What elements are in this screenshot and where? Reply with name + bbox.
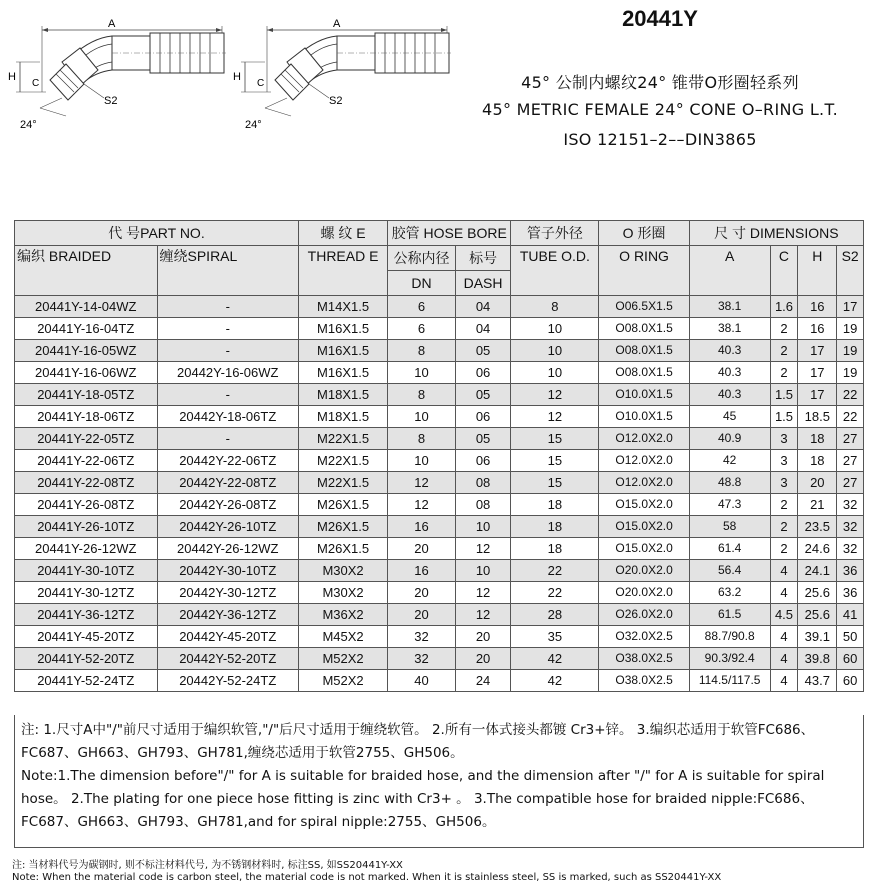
drawing2-label-s2: S2 <box>329 95 343 107</box>
drawing2-label-c: C <box>257 78 265 89</box>
table-row <box>15 318 864 340</box>
cell-thread: M52X2 <box>298 670 387 692</box>
cell-a: 40.9 <box>689 428 770 450</box>
cell-c: 3 <box>770 472 798 494</box>
cell-tube: 15 <box>511 428 599 450</box>
table-row <box>15 626 864 648</box>
cell-c: 2 <box>770 340 798 362</box>
cell-s2: 27 <box>837 428 864 450</box>
cell-thread: M52X2 <box>298 648 387 670</box>
cell-thread: M30X2 <box>298 560 387 582</box>
cell-thread: M16X1.5 <box>298 318 387 340</box>
cell-dn: 12 <box>388 472 456 494</box>
drawing1-label-a: A <box>108 18 116 30</box>
cell-tube: 28 <box>511 604 599 626</box>
cell-dash: 05 <box>455 340 510 362</box>
cell-h: 24.6 <box>798 538 837 560</box>
header-hose-bore: 胶管 HOSE BORE <box>388 221 511 246</box>
cell-braided: 20441Y-26-10TZ <box>15 516 158 538</box>
cell-tube: 10 <box>511 340 599 362</box>
cell-h: 18 <box>798 428 837 450</box>
cell-spiral: 20442Y-26-10TZ <box>157 516 298 538</box>
table-row <box>15 428 864 450</box>
subtitle-en: 45° METRIC FEMALE 24° CONE O–RING L.T. <box>481 100 839 119</box>
cell-oring: O32.0X2.5 <box>599 626 689 648</box>
header-c: C <box>770 246 798 296</box>
cell-dash: 08 <box>455 494 510 516</box>
table-row <box>15 560 864 582</box>
cell-oring: O20.0X2.0 <box>599 582 689 604</box>
cell-c: 1.5 <box>770 384 798 406</box>
cell-braided: 20441Y-36-12TZ <box>15 604 158 626</box>
header-dash: DASH <box>455 271 510 296</box>
cell-thread: M14X1.5 <box>298 296 387 318</box>
cell-dn: 8 <box>388 428 456 450</box>
cell-h: 39.8 <box>798 648 837 670</box>
cell-thread: M26X1.5 <box>298 494 387 516</box>
cell-oring: O08.0X1.5 <box>599 340 689 362</box>
cell-c: 3 <box>770 428 798 450</box>
table-row <box>15 538 864 560</box>
cell-thread: M36X2 <box>298 604 387 626</box>
drawing1-label-angle: 24° <box>20 119 37 131</box>
cell-dash: 12 <box>455 538 510 560</box>
spec-table <box>14 220 864 692</box>
table-row <box>15 384 864 406</box>
cell-spiral: 20442Y-22-08TZ <box>157 472 298 494</box>
cell-c: 4 <box>770 670 798 692</box>
cell-thread: M16X1.5 <box>298 340 387 362</box>
cell-a: 48.8 <box>689 472 770 494</box>
cell-tube: 18 <box>511 538 599 560</box>
cell-dash: 05 <box>455 428 510 450</box>
cell-h: 20 <box>798 472 837 494</box>
cell-c: 2 <box>770 516 798 538</box>
drawing2-label-angle: 24° <box>245 119 262 131</box>
cell-a: 90.3/92.4 <box>689 648 770 670</box>
cell-a: 47.3 <box>689 494 770 516</box>
cell-tube: 22 <box>511 560 599 582</box>
cell-c: 4 <box>770 626 798 648</box>
cell-dash: 12 <box>455 604 510 626</box>
cell-s2: 19 <box>837 340 864 362</box>
table-row <box>15 362 864 384</box>
footer-note-cn: 注: 当材料代号为碳钢时, 则不标注材料代号, 为不锈钢材料时, 标注SS, 如SS20441Y-XX <box>12 860 403 871</box>
cell-c: 2 <box>770 362 798 384</box>
cell-dn: 10 <box>388 406 456 428</box>
cell-dash: 06 <box>455 406 510 428</box>
cell-tube: 15 <box>511 472 599 494</box>
cell-tube: 35 <box>511 626 599 648</box>
cell-c: 4 <box>770 648 798 670</box>
cell-a: 42 <box>689 450 770 472</box>
cell-s2: 22 <box>837 406 864 428</box>
cell-a: 61.4 <box>689 538 770 560</box>
cell-a: 88.7/90.8 <box>689 626 770 648</box>
cell-oring: O08.0X1.5 <box>599 362 689 384</box>
cell-dn: 10 <box>388 450 456 472</box>
cell-braided: 20441Y-26-08TZ <box>15 494 158 516</box>
cell-oring: O08.0X1.5 <box>599 318 689 340</box>
notes-box <box>14 715 864 848</box>
cell-c: 4.5 <box>770 604 798 626</box>
header-a: A <box>689 246 770 296</box>
cell-dn: 6 <box>388 296 456 318</box>
cell-dn: 20 <box>388 604 456 626</box>
cell-a: 45 <box>689 406 770 428</box>
cell-dash: 20 <box>455 626 510 648</box>
table-row <box>15 604 864 626</box>
cell-dn: 16 <box>388 516 456 538</box>
cell-dn: 20 <box>388 582 456 604</box>
cell-oring: O38.0X2.5 <box>599 670 689 692</box>
cell-c: 4 <box>770 560 798 582</box>
cell-thread: M45X2 <box>298 626 387 648</box>
cell-oring: O15.0X2.0 <box>599 494 689 516</box>
subtitle-cn: 45° 公制内螺纹24° 锥带O形圈轻系列 <box>521 73 799 92</box>
cell-oring: O10.0X1.5 <box>599 406 689 428</box>
cell-tube: 22 <box>511 582 599 604</box>
cell-braided: 20441Y-22-06TZ <box>15 450 158 472</box>
note-cn: 注: 1.尺寸A中"/"前尺寸适用于编织软管,"/"后尺寸适用于缠绕软管。 2.所有一体式接头都镀 Cr3+锌。 3.编织芯适用于软管FC686、FC687、GH663、GH793、GH781,缠绕芯适用于软管2755、GH506。 <box>21 722 815 761</box>
cell-tube: 18 <box>511 494 599 516</box>
header-dimensions: 尺 寸 DIMENSIONS <box>689 221 863 246</box>
cell-dn: 32 <box>388 626 456 648</box>
cell-s2: 32 <box>837 538 864 560</box>
cell-dash: 04 <box>455 296 510 318</box>
cell-tube: 42 <box>511 648 599 670</box>
note-en: Note:1.The dimension before"/" for A is suitable for braided hose, and the dimension after "/" for A is suitable for spiral hose。 2.The plating for one piece hose fitting is zinc with Cr3+ 。 3.The compatible hose for braided nipple:FC686、FC687、GH663、GH793、GH781,and for spiral nipple:2755、GH506。 <box>21 768 825 830</box>
cell-dash: 04 <box>455 318 510 340</box>
cell-dash: 24 <box>455 670 510 692</box>
cell-dash: 08 <box>455 472 510 494</box>
cell-s2: 27 <box>837 472 864 494</box>
cell-a: 56.4 <box>689 560 770 582</box>
cell-dn: 32 <box>388 648 456 670</box>
header-dn-cn: 公称内径 <box>388 246 456 271</box>
cell-h: 16 <box>798 296 837 318</box>
cell-thread: M26X1.5 <box>298 538 387 560</box>
cell-dash: 20 <box>455 648 510 670</box>
cell-spiral: - <box>157 340 298 362</box>
cell-spiral: - <box>157 428 298 450</box>
table-row <box>15 582 864 604</box>
cell-oring: O38.0X2.5 <box>599 648 689 670</box>
cell-c: 2 <box>770 318 798 340</box>
cell-thread: M18X1.5 <box>298 384 387 406</box>
cell-s2: 36 <box>837 582 864 604</box>
cell-c: 2 <box>770 494 798 516</box>
cell-s2: 60 <box>837 648 864 670</box>
cell-dn: 6 <box>388 318 456 340</box>
cell-h: 17 <box>798 340 837 362</box>
cell-braided: 20441Y-52-24TZ <box>15 670 158 692</box>
model-title: 20441Y <box>622 6 698 31</box>
header-dn: DN <box>388 271 456 296</box>
cell-s2: 32 <box>837 516 864 538</box>
cell-a: 58 <box>689 516 770 538</box>
cell-thread: M22X1.5 <box>298 428 387 450</box>
header-s2: S2 <box>837 246 864 296</box>
cell-thread: M18X1.5 <box>298 406 387 428</box>
table-row <box>15 648 864 670</box>
cell-h: 21 <box>798 494 837 516</box>
cell-spiral: 20442Y-30-12TZ <box>157 582 298 604</box>
cell-thread: M16X1.5 <box>298 362 387 384</box>
cell-dash: 06 <box>455 450 510 472</box>
cell-spiral: 20442Y-26-08TZ <box>157 494 298 516</box>
cell-thread: M22X1.5 <box>298 472 387 494</box>
fitting-drawings <box>0 0 460 140</box>
cell-braided: 20441Y-16-05WZ <box>15 340 158 362</box>
cell-s2: 36 <box>837 560 864 582</box>
cell-h: 16 <box>798 318 837 340</box>
cell-spiral: 20442Y-52-24TZ <box>157 670 298 692</box>
cell-s2: 50 <box>837 626 864 648</box>
header-tube-cn: 管子外径 <box>511 221 599 246</box>
cell-tube: 10 <box>511 318 599 340</box>
cell-a: 38.1 <box>689 318 770 340</box>
cell-oring: O26.0X2.0 <box>599 604 689 626</box>
cell-tube: 12 <box>511 406 599 428</box>
cell-spiral: 20442Y-26-12WZ <box>157 538 298 560</box>
cell-braided: 20441Y-30-10TZ <box>15 560 158 582</box>
cell-dash: 05 <box>455 384 510 406</box>
table-row <box>15 406 864 428</box>
cell-a: 40.3 <box>689 362 770 384</box>
cell-braided: 20441Y-45-20TZ <box>15 626 158 648</box>
cell-oring: O12.0X2.0 <box>599 472 689 494</box>
cell-oring: O12.0X2.0 <box>599 450 689 472</box>
cell-dash: 12 <box>455 582 510 604</box>
cell-spiral: 20442Y-45-20TZ <box>157 626 298 648</box>
cell-spiral: 20442Y-36-12TZ <box>157 604 298 626</box>
cell-dash: 10 <box>455 516 510 538</box>
cell-h: 39.1 <box>798 626 837 648</box>
cell-dash: 10 <box>455 560 510 582</box>
cell-c: 3 <box>770 450 798 472</box>
drawing1-label-h: H <box>8 71 16 83</box>
drawing1-label-c: C <box>32 78 40 89</box>
cell-braided: 20441Y-16-06WZ <box>15 362 158 384</box>
cell-tube: 18 <box>511 516 599 538</box>
cell-dn: 8 <box>388 340 456 362</box>
header-thread-cn: 螺 纹 E <box>298 221 387 246</box>
cell-s2: 32 <box>837 494 864 516</box>
cell-oring: O20.0X2.0 <box>599 560 689 582</box>
cell-s2: 27 <box>837 450 864 472</box>
cell-h: 18.5 <box>798 406 837 428</box>
footer-note-en: Note: When the material code is carbon steel, the material code is not marked. When it is stainless steel, SS is marked, such as SS20441Y-XX <box>12 872 722 883</box>
cell-h: 25.6 <box>798 604 837 626</box>
cell-a: 40.3 <box>689 384 770 406</box>
cell-s2: 60 <box>837 670 864 692</box>
cell-s2: 17 <box>837 296 864 318</box>
cell-h: 43.7 <box>798 670 837 692</box>
cell-s2: 41 <box>837 604 864 626</box>
cell-thread: M26X1.5 <box>298 516 387 538</box>
cell-spiral: 20442Y-30-10TZ <box>157 560 298 582</box>
cell-a: 114.5/117.5 <box>689 670 770 692</box>
cell-braided: 20441Y-26-12WZ <box>15 538 158 560</box>
drawing2-label-h: H <box>233 71 241 83</box>
cell-dn: 16 <box>388 560 456 582</box>
cell-braided: 20441Y-18-05TZ <box>15 384 158 406</box>
cell-tube: 12 <box>511 384 599 406</box>
cell-spiral: 20442Y-16-06WZ <box>157 362 298 384</box>
cell-oring: O15.0X2.0 <box>599 516 689 538</box>
cell-s2: 22 <box>837 384 864 406</box>
cell-h: 23.5 <box>798 516 837 538</box>
cell-spiral: 20442Y-22-06TZ <box>157 450 298 472</box>
cell-spiral: - <box>157 296 298 318</box>
header-dash-cn: 标号 <box>455 246 510 271</box>
standard-code: ISO 12151–2––DIN3865 <box>563 130 757 149</box>
table-row <box>15 472 864 494</box>
header-spiral: 缠绕SPIRAL <box>157 246 298 296</box>
table-row <box>15 296 864 318</box>
cell-dn: 10 <box>388 362 456 384</box>
cell-c: 4 <box>770 582 798 604</box>
table-row <box>15 450 864 472</box>
cell-oring: O12.0X2.0 <box>599 428 689 450</box>
cell-spiral: - <box>157 318 298 340</box>
cell-thread: M22X1.5 <box>298 450 387 472</box>
cell-s2: 19 <box>837 318 864 340</box>
cell-dn: 20 <box>388 538 456 560</box>
table-row <box>15 670 864 692</box>
cell-a: 63.2 <box>689 582 770 604</box>
cell-dn: 40 <box>388 670 456 692</box>
cell-dn: 12 <box>388 494 456 516</box>
cell-braided: 20441Y-52-20TZ <box>15 648 158 670</box>
cell-c: 1.5 <box>770 406 798 428</box>
cell-c: 2 <box>770 538 798 560</box>
drawing1-label-s2: S2 <box>104 95 118 107</box>
cell-a: 38.1 <box>689 296 770 318</box>
cell-tube: 15 <box>511 450 599 472</box>
cell-thread: M30X2 <box>298 582 387 604</box>
header-oring-en: O RING <box>599 246 689 296</box>
table-row <box>15 494 864 516</box>
cell-tube: 8 <box>511 296 599 318</box>
cell-braided: 20441Y-14-04WZ <box>15 296 158 318</box>
table-row <box>15 516 864 538</box>
header-thread-en: THREAD E <box>298 246 387 296</box>
table-row <box>15 340 864 362</box>
cell-a: 61.5 <box>689 604 770 626</box>
cell-h: 25.6 <box>798 582 837 604</box>
cell-h: 17 <box>798 384 837 406</box>
cell-oring: O10.0X1.5 <box>599 384 689 406</box>
header-oring-cn: O 形圈 <box>599 221 689 246</box>
cell-h: 18 <box>798 450 837 472</box>
cell-dash: 06 <box>455 362 510 384</box>
cell-h: 17 <box>798 362 837 384</box>
cell-spiral: - <box>157 384 298 406</box>
cell-s2: 19 <box>837 362 864 384</box>
drawing2-label-a: A <box>333 18 341 30</box>
cell-spiral: 20442Y-18-06TZ <box>157 406 298 428</box>
cell-braided: 20441Y-16-04TZ <box>15 318 158 340</box>
cell-spiral: 20442Y-52-20TZ <box>157 648 298 670</box>
cell-tube: 10 <box>511 362 599 384</box>
cell-dn: 8 <box>388 384 456 406</box>
cell-c: 1.6 <box>770 296 798 318</box>
cell-oring: O15.0X2.0 <box>599 538 689 560</box>
cell-braided: 20441Y-22-05TZ <box>15 428 158 450</box>
header-part-no: 代 号PART NO. <box>15 221 299 246</box>
cell-braided: 20441Y-22-08TZ <box>15 472 158 494</box>
cell-braided: 20441Y-18-06TZ <box>15 406 158 428</box>
cell-braided: 20441Y-30-12TZ <box>15 582 158 604</box>
cell-h: 24.1 <box>798 560 837 582</box>
header-tube-en: TUBE O.D. <box>511 246 599 296</box>
cell-a: 40.3 <box>689 340 770 362</box>
header-braided: 编织 BRAIDED <box>15 246 158 296</box>
cell-oring: O06.5X1.5 <box>599 296 689 318</box>
cell-tube: 42 <box>511 670 599 692</box>
header-h: H <box>798 246 837 296</box>
